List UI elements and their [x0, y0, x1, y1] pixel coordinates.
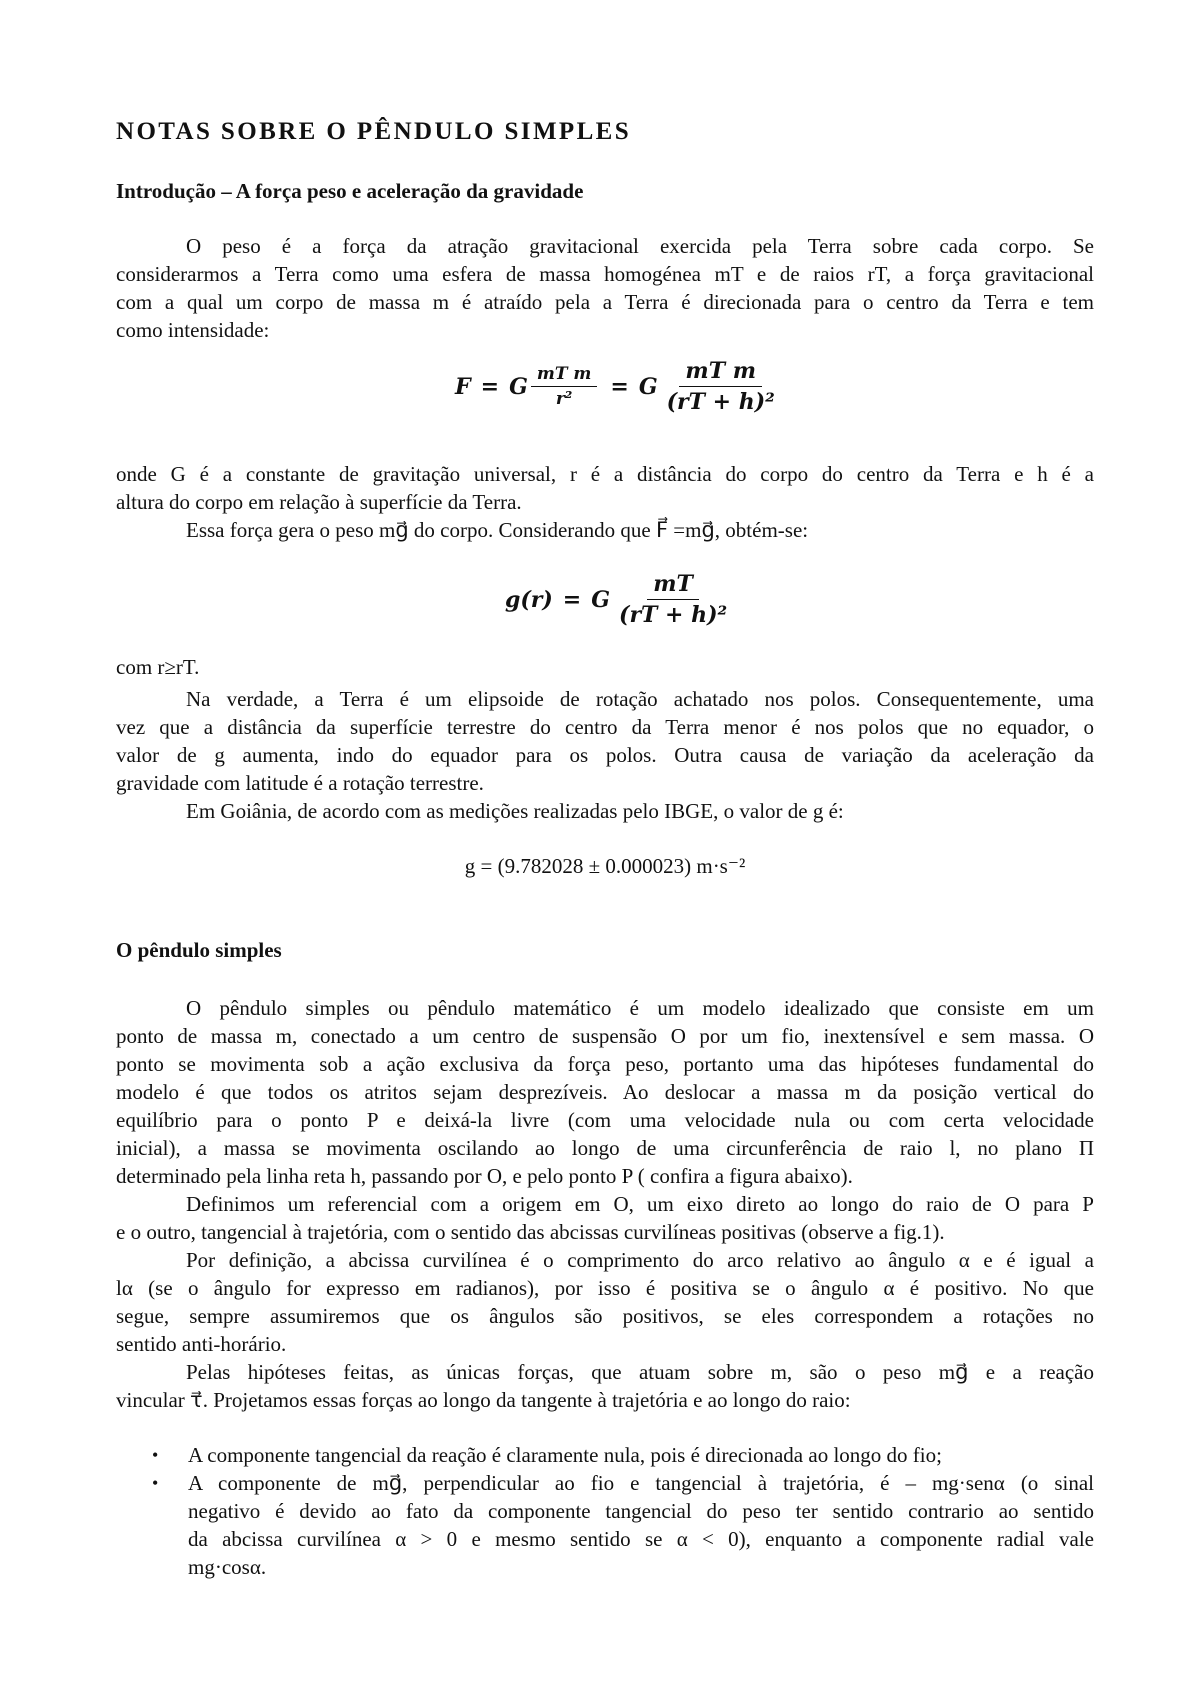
equals-sign: =	[562, 586, 582, 613]
section-heading-simple-pendulum: O pêndulo simples	[116, 938, 282, 962]
text-line: onde G é a constante de gravitação universal, r é a distância do corpo do centro da Terra e h é a	[116, 462, 1094, 486]
text-line: inicial), a massa se movimenta oscilando ao longo de uma circunferência de raio l, no plano Π	[116, 1136, 1094, 1160]
equation-fraction	[661, 358, 781, 415]
text-line: ponto se movimenta sob a ação exclusiva da força peso, portanto uma das hipóteses fundamental do	[116, 1052, 1094, 1076]
text-line: vez que a distância da superfície terrestre do centro da Terra menor é nos polos que no equador, o	[116, 715, 1094, 739]
text-line: com a qual um corpo de massa m é atraído pela a Terra é direcionada para o centro da Terra e tem	[116, 290, 1094, 314]
text-line: Na verdade, a Terra é um elipsoide de rotação achatado nos polos. Consequentemente, uma	[186, 687, 1094, 711]
gravitational-force-equation	[455, 358, 784, 415]
text-line: considerarmos a Terra como uma esfera de massa homogénea mT e de raios rT, a força gravitacional	[116, 262, 1094, 286]
text-line: Definimos um referencial com a origem em O, um eixo direto ao longo do raio de O para P	[186, 1192, 1094, 1216]
fraction-numerator: mT	[647, 571, 699, 600]
fraction-denominator: (rT + h)²	[619, 602, 728, 628]
fraction-numerator: mT m	[531, 364, 598, 387]
text-line: sentido anti-horário.	[116, 1332, 287, 1356]
equals-sign: =	[610, 373, 629, 400]
text-line: como intensidade:	[116, 318, 270, 342]
text-line: gravidade com latitude é a rotação terrestre.	[116, 771, 484, 795]
equation-symbol: F	[455, 373, 471, 400]
text-line: segue, sempre assumiremos que os ângulos são positivos, se eles correspondem a rotações no	[116, 1304, 1094, 1328]
bullet-marker: •	[152, 1473, 159, 1493]
list-item: negativo é devido ao fato da componente tangencial do peso ter sentido contrario ao sentido	[188, 1499, 1094, 1523]
text-line: lα (se o ângulo for expresso em radianos), por isso é positiva se o ângulo α é positivo. No que	[116, 1276, 1094, 1300]
list-item: mg·cosα.	[188, 1555, 267, 1579]
gravity-acceleration-equation	[505, 571, 736, 628]
equation-symbol: G	[638, 373, 658, 400]
text-line: O pêndulo simples ou pêndulo matemático é um modelo idealizado que consiste em um	[186, 996, 1094, 1020]
list-item: A componente tangencial da reação é claramente nula, pois é direcionada ao longo do fio;	[188, 1443, 942, 1467]
text-line: modelo é que todos os atritos sejam desprezíveis. Ao deslocar a massa m da posição vertical do	[116, 1080, 1094, 1104]
text-line: Essa força gera o peso mg⃗ do corpo. Considerando que F⃗ =mg⃗, obtém-se:	[186, 518, 809, 542]
equation-fraction	[531, 364, 598, 409]
text-line: valor de g aumenta, indo do equador para os polos. Outra causa de variação da aceleração da	[116, 743, 1094, 767]
equals-sign: =	[480, 373, 500, 400]
equation-symbol: G	[509, 373, 528, 400]
text-line: Por definição, a abcissa curvilínea é o comprimento do arco relativo ao ângulo α e é igual a	[186, 1248, 1094, 1272]
text-line: determinado pela linha reta h, passando por O, e pelo ponto P ( confira a figura abaixo).	[116, 1164, 853, 1188]
list-item: da abcissa curvilínea α > 0 e mesmo sentido se α < 0), enquanto a componente radial vale	[188, 1527, 1094, 1551]
equation-symbol: g(r)	[505, 586, 553, 613]
text-line: Em Goiânia, de acordo com as medições realizadas pelo IBGE, o valor de g é:	[186, 799, 844, 823]
text-line: vincular τ⃗. Projetamos essas forças ao longo da tangente à trajetória e ao longo do raio:	[116, 1388, 851, 1412]
fraction-denominator: (rT + h)²	[666, 389, 775, 415]
section-heading-introduction: Introdução – A força peso e aceleração da gravidade	[116, 179, 584, 203]
measured-gravity-value: g = (9.782028 ± 0.000023) m·s⁻²	[464, 854, 746, 878]
equation-fraction	[613, 571, 733, 628]
text-line: O peso é a força da atração gravitacional exercida pela Terra sobre cada corpo. Se	[186, 234, 1094, 258]
text-line: altura do corpo em relação à superfície da Terra.	[116, 490, 522, 514]
bullet-marker: •	[152, 1445, 159, 1465]
text-line: Pelas hipóteses feitas, as únicas forças, que atuam sobre m, são o peso mg⃗ e a reação	[186, 1360, 1094, 1384]
text-line: equilíbrio para o ponto P e deixá-la livre (com uma velocidade nula ou com certa velocidade	[116, 1108, 1094, 1132]
text-line: e o outro, tangencial à trajetória, com o sentido das abcissas curvilíneas positivas (observe a fig.1).	[116, 1220, 945, 1244]
document-title: NOTAS SOBRE O PÊNDULO SIMPLES	[116, 118, 632, 145]
condition-text: com r≥rT.	[116, 655, 200, 679]
list-item: A componente de mg⃗, perpendicular ao fio e tangencial à trajetória, é – mg·senα (o sinal	[188, 1471, 1094, 1495]
text-line: ponto de massa m, conectado a um centro de suspensão O por um fio, inextensível e sem massa. O	[116, 1024, 1094, 1048]
fraction-numerator: mT m	[679, 358, 762, 387]
fraction-denominator: r²	[555, 389, 573, 409]
equation-symbol: G	[591, 586, 611, 613]
